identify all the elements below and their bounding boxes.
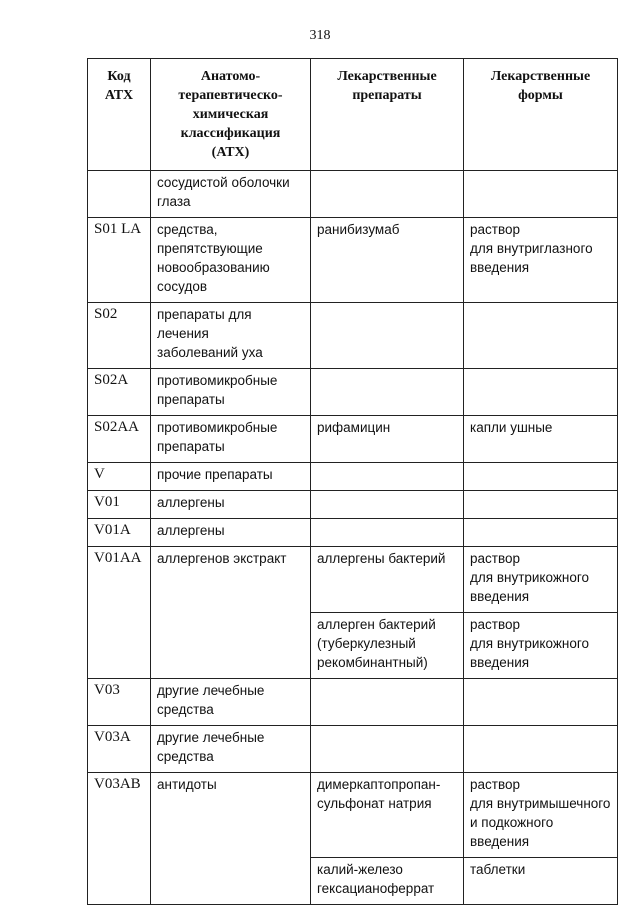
- atc-code: V01: [88, 491, 151, 519]
- atc-classification: сосудистой оболочки глаза: [151, 171, 311, 218]
- dosage-form: [464, 726, 618, 773]
- drug-name: [311, 679, 464, 726]
- header-code: Код АТХ: [88, 59, 151, 171]
- page-number: 318: [309, 28, 331, 43]
- drug-name: [311, 369, 464, 416]
- header-drugs: Лекарственные препараты: [311, 59, 464, 171]
- atc-classification: прочие препараты: [151, 463, 311, 491]
- atc-table: [87, 58, 618, 905]
- drug-name: [311, 519, 464, 547]
- drug-name: рифамицин: [311, 416, 464, 463]
- table-row: [88, 773, 618, 858]
- drug-name: ранибизумаб: [311, 218, 464, 303]
- atc-code: [88, 171, 151, 218]
- drug-name: [311, 463, 464, 491]
- dosage-form: раствор для внутрикожного введения: [464, 613, 618, 679]
- header-forms: Лекарственные формы: [464, 59, 618, 171]
- atc-code: V: [88, 463, 151, 491]
- atc-classification: противомикробные препараты: [151, 369, 311, 416]
- atc-code: S02A: [88, 369, 151, 416]
- atc-classification: аллергены: [151, 491, 311, 519]
- dosage-form: [464, 679, 618, 726]
- drug-name: аллерген бактерий (туберкулезный рекомбинантный): [311, 613, 464, 679]
- table-row: [88, 679, 618, 726]
- dosage-form: [464, 519, 618, 547]
- dosage-form: раствор для внутрикожного введения: [464, 547, 618, 613]
- atc-code: V01A: [88, 519, 151, 547]
- dosage-form: [464, 491, 618, 519]
- dosage-form: [464, 303, 618, 369]
- dosage-form: [464, 463, 618, 491]
- atc-code: S02: [88, 303, 151, 369]
- dosage-form: раствор для внутримышечного и подкожного введения: [464, 773, 618, 858]
- atc-code: V01AA: [88, 547, 151, 679]
- table-row: [88, 519, 618, 547]
- drug-name: [311, 171, 464, 218]
- drug-name: димеркаптопропан- сульфонат натрия: [311, 773, 464, 858]
- table-row: [88, 171, 618, 218]
- atc-code: V03A: [88, 726, 151, 773]
- header-classification: Анатомо- терапевтическо- химическая классификация (АТХ): [151, 59, 311, 171]
- table-header-row: [88, 59, 618, 171]
- dosage-form: [464, 369, 618, 416]
- table-row: [88, 463, 618, 491]
- table-row: [88, 491, 618, 519]
- atc-classification: антидоты: [151, 773, 311, 905]
- table-row: [88, 369, 618, 416]
- atc-code: V03AB: [88, 773, 151, 905]
- table-row: [88, 547, 618, 613]
- dosage-form: капли ушные: [464, 416, 618, 463]
- drug-name: [311, 491, 464, 519]
- atc-classification: аллергенов экстракт: [151, 547, 311, 679]
- atc-classification: средства, препятствующие новообразованию сосудов: [151, 218, 311, 303]
- dosage-form: раствор для внутриглазного введения: [464, 218, 618, 303]
- table-row: [88, 303, 618, 369]
- atc-code: S01 LA: [88, 218, 151, 303]
- dosage-form: таблетки: [464, 858, 618, 905]
- atc-classification: противомикробные препараты: [151, 416, 311, 463]
- atc-classification: препараты для лечения заболеваний уха: [151, 303, 311, 369]
- drug-name: аллергены бактерий: [311, 547, 464, 613]
- table-row: [88, 416, 618, 463]
- atc-code: S02AA: [88, 416, 151, 463]
- atc-classification: другие лечебные средства: [151, 726, 311, 773]
- table-row: [88, 726, 618, 773]
- atc-code: V03: [88, 679, 151, 726]
- dosage-form: [464, 171, 618, 218]
- atc-classification: аллергены: [151, 519, 311, 547]
- drug-name: [311, 303, 464, 369]
- drug-name: калий-железо гексацианоферрат: [311, 858, 464, 905]
- atc-classification: другие лечебные средства: [151, 679, 311, 726]
- drug-name: [311, 726, 464, 773]
- table-row: [88, 218, 618, 303]
